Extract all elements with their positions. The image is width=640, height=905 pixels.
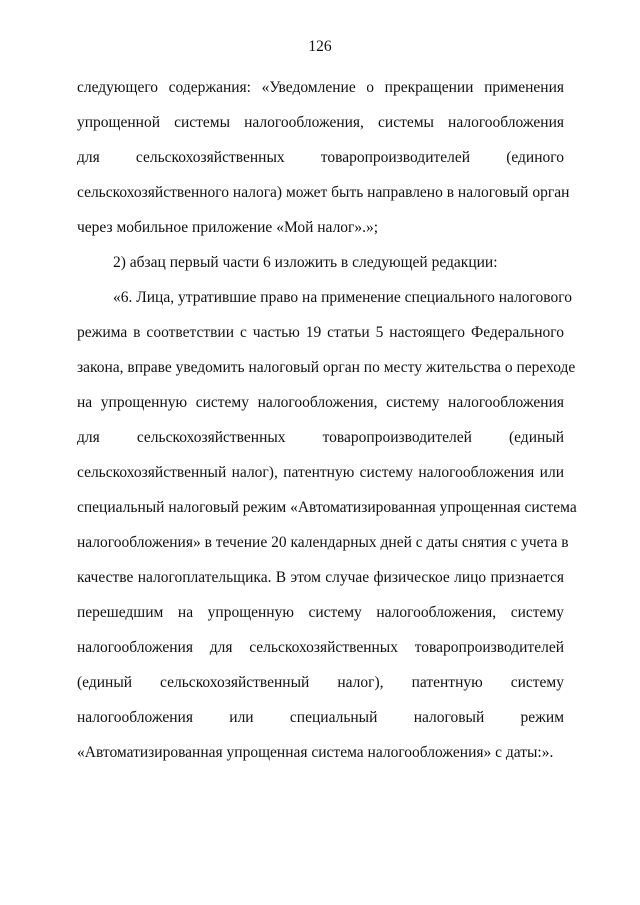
text-line: «6. Лица, утратившие право на применение специального налогового [113,289,572,306]
text-line: специальный налоговый режим «Автоматизированная упрощенная система [77,499,577,516]
text-line: упрощенной системы налогообложения, системы налогообложения [77,114,564,131]
text-line: режима в соответствии с частью 19 статьи 5 настоящего Федерального [77,324,564,341]
text-line: сельскохозяйственного налога) может быть направлено в налоговый орган [77,184,570,201]
text-line: следующего содержания: «Уведомление о прекращении применения [77,79,564,96]
text-line: для сельскохозяйственных товаропроизводителей (единого [77,149,564,166]
text-line: налогообложения или специальный налоговый режим [77,709,564,726]
text-line: через мобильное приложение «Мой налог».»; [77,219,379,236]
text-line: качестве налогоплательщика. В этом случае физическое лицо признается [77,569,564,586]
text-line: сельскохозяйственный налог), патентную систему налогообложения или [77,464,564,481]
text-line: перешедшим на упрощенную систему налогообложения, систему [77,604,564,621]
text-line: для сельскохозяйственных товаропроизводителей (единый [77,429,564,446]
text-line: налогообложения» в течение 20 календарных дней с даты снятия с учета в [77,534,569,551]
text-line: налогообложения для сельскохозяйственных товаропроизводителей [77,639,564,656]
text-line: «Автоматизированная упрощенная система налогообложения» с даты:». [77,744,554,761]
text-line: 2) абзац первый части 6 изложить в следующей редакции: [113,254,498,271]
text-line: (единый сельскохозяйственный налог), патентную систему [77,674,564,691]
text-line: закона, вправе уведомить налоговый орган по месту жительства о переходе [77,359,576,376]
page-number: 126 [308,38,332,55]
text-line: на упрощенную систему налогообложения, систему налогообложения [77,394,564,411]
